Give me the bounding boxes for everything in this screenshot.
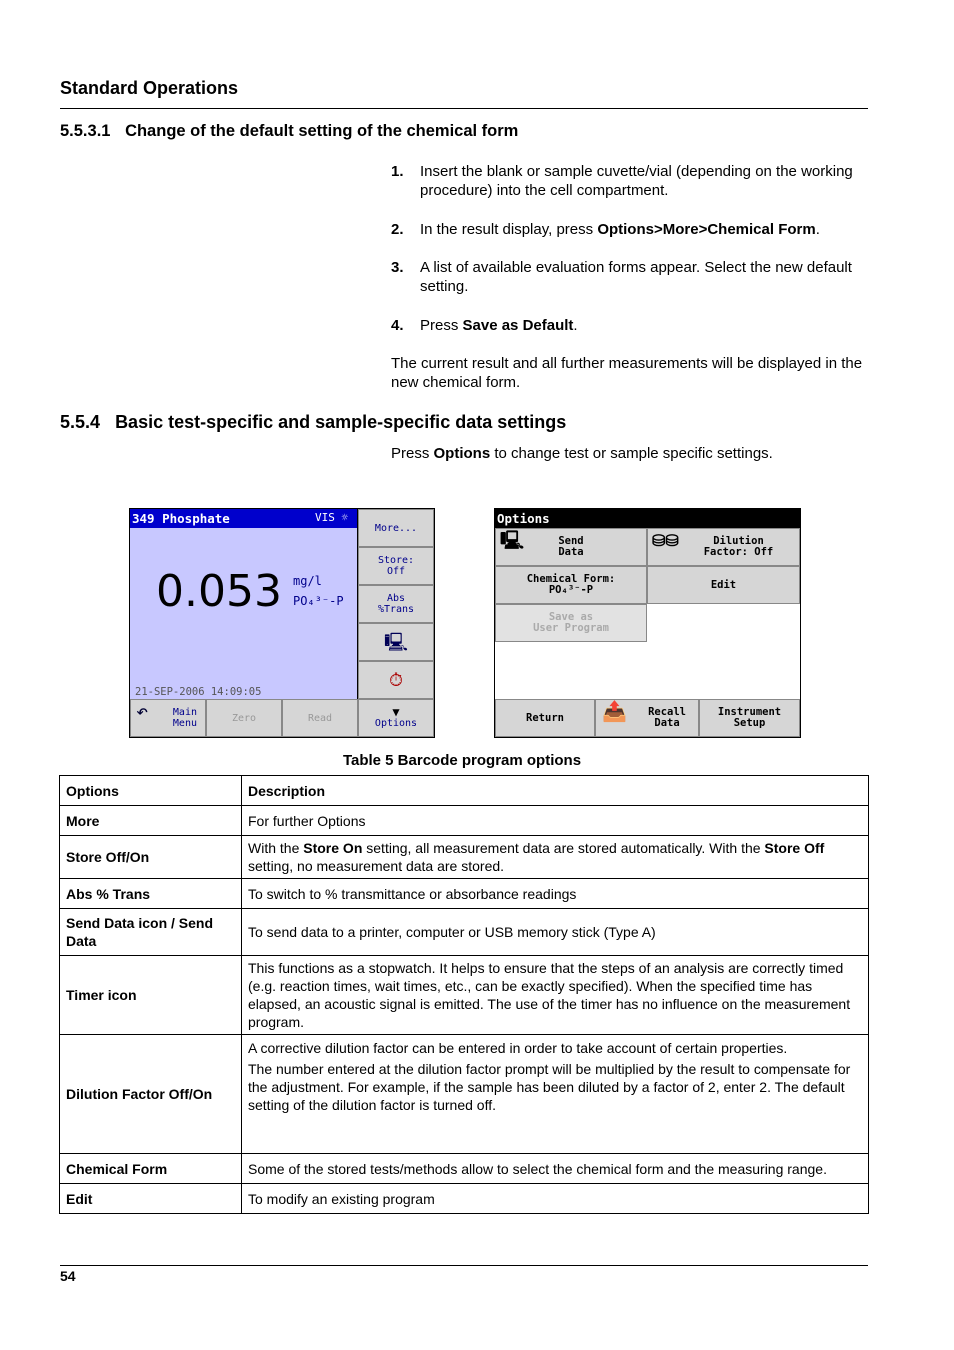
step-text: Press Save as Default. bbox=[420, 317, 578, 334]
dilution-icon: ⛁⛁ bbox=[652, 531, 679, 550]
options-title: Options bbox=[495, 509, 800, 528]
table-row bbox=[60, 909, 869, 956]
step-number: 4. bbox=[391, 317, 404, 334]
back-arrow-icon: ↶ bbox=[136, 699, 149, 723]
step-number: 3. bbox=[391, 259, 404, 276]
option-cell: More bbox=[60, 806, 242, 836]
triangle-down-icon: ▼ bbox=[392, 705, 400, 719]
step-text: In the result display, press Options>More>Chemical Form. bbox=[420, 221, 820, 238]
section-header: Standard Operations bbox=[60, 78, 239, 98]
subsection-title: Change of the default setting of the chemical form bbox=[125, 122, 519, 140]
option-cell: Chemical Form bbox=[60, 1154, 242, 1184]
subsection-heading-2 bbox=[60, 412, 566, 433]
result-screen bbox=[129, 508, 435, 738]
header-cell: Options bbox=[60, 776, 242, 806]
table-row bbox=[60, 1154, 869, 1184]
folder-export-icon: 📤 bbox=[602, 699, 627, 723]
header-cell: Description bbox=[242, 776, 869, 806]
read-button[interactable]: Read bbox=[282, 699, 358, 737]
table-row bbox=[60, 836, 869, 879]
main-menu-button[interactable]: ↶ Main Menu bbox=[130, 699, 206, 737]
table-caption: Table 5 Barcode program options bbox=[342, 752, 582, 769]
computer-icon: 🖳 bbox=[383, 631, 408, 653]
footer-rule bbox=[60, 1265, 868, 1266]
step-3 bbox=[391, 258, 867, 296]
description-cell: To switch to % transmittance or absorbance readings bbox=[242, 879, 869, 909]
chemical-form-button[interactable]: Chemical Form: PO₄³⁻-P bbox=[495, 566, 647, 604]
option-cell: Edit bbox=[60, 1184, 242, 1214]
description-cell: With the Store On setting, all measurement data are stored automatically. With the Store Off setting, no measurement data are stored. bbox=[242, 836, 869, 879]
send-data-button[interactable] bbox=[358, 623, 434, 661]
header-rule bbox=[60, 108, 868, 109]
result-value: 0.053 bbox=[156, 566, 282, 617]
option-cell: Store Off/On bbox=[60, 836, 242, 879]
subsection-heading-1 bbox=[60, 122, 518, 141]
page-number: 54 bbox=[60, 1268, 76, 1284]
more-button[interactable]: More... bbox=[358, 509, 434, 547]
step-2 bbox=[391, 220, 867, 239]
option-cell: Abs % Trans bbox=[60, 879, 242, 909]
vis-indicator: VIS ☼ bbox=[315, 511, 349, 524]
option-cell: Timer icon bbox=[60, 956, 242, 1035]
result-unit: mg/l bbox=[293, 574, 322, 588]
description-cell: This functions as a stopwatch. It helps to ensure that the steps of an analysis are correctly timed (e.g. reaction times, wait times, etc., can be exactly specified). When the specified time has elapsed, an acoustic signal is emitted. The use of the timer has no influence on the measurement program. bbox=[242, 956, 869, 1035]
table-row bbox=[60, 879, 869, 909]
return-button[interactable]: Return bbox=[495, 699, 595, 737]
stopwatch-icon: ⏱ bbox=[388, 669, 404, 691]
recall-data-button[interactable]: 📤 Recall Data bbox=[595, 699, 699, 737]
options-table bbox=[59, 775, 869, 1214]
options-button[interactable]: ▼ Options bbox=[358, 699, 434, 737]
description-cell: To modify an existing program bbox=[242, 1184, 869, 1214]
subsection-number: 5.5.4 bbox=[60, 412, 101, 432]
computer-icon: 🖳 bbox=[500, 530, 525, 551]
step-text: A list of available evaluation forms appear. Select the new default setting. bbox=[420, 259, 852, 295]
dilution-factor-button[interactable]: ⛁⛁ Dilution Factor: Off bbox=[647, 528, 800, 566]
program-title: 349 Phosphate bbox=[130, 509, 357, 528]
option-cell: Dilution Factor Off/On bbox=[60, 1035, 242, 1154]
description-cell: A corrective dilution factor can be entered in order to take account of certain properties. The number entered at the dilution factor prompt will be multiplied by the result to compensate for the adjustment. For example, if the sample has been diluted by a factor of 2, enter 2. The default setting of the dilution factor is turned off. bbox=[242, 1035, 869, 1154]
table-row bbox=[60, 1184, 869, 1214]
description-cell: For further Options bbox=[242, 806, 869, 836]
options-screen bbox=[494, 508, 801, 738]
step-number: 1. bbox=[391, 163, 404, 180]
send-data-button[interactable]: 🖳 Send Data bbox=[495, 528, 647, 566]
table-header-row bbox=[60, 776, 869, 806]
abs-trans-button[interactable]: Abs %Trans bbox=[358, 585, 434, 623]
step-4 bbox=[391, 316, 867, 335]
step-number: 2. bbox=[391, 221, 404, 238]
subsection-title: Basic test-specific and sample-specific data settings bbox=[115, 412, 567, 432]
save-user-program-button[interactable]: Save as User Program bbox=[495, 604, 647, 642]
instrument-setup-button[interactable]: Instrument Setup bbox=[699, 699, 800, 737]
lamp-icon: ☼ bbox=[341, 511, 349, 524]
step-text: Insert the blank or sample cuvette/vial (depending on the working procedure) into the cell compartment. bbox=[420, 163, 853, 199]
timer-button[interactable] bbox=[358, 661, 434, 699]
result-note: The current result and all further measurements will be displayed in the new chemical form. bbox=[391, 355, 863, 391]
store-button[interactable]: Store: Off bbox=[358, 547, 434, 585]
table-row bbox=[60, 1035, 869, 1154]
edit-button[interactable]: Edit bbox=[647, 566, 800, 604]
description-cell: Some of the stored tests/methods allow to select the chemical form and the measuring range. bbox=[242, 1154, 869, 1184]
timestamp: 21-SEP-2006 14:09:05 bbox=[135, 686, 262, 698]
result-area bbox=[130, 528, 357, 700]
subsection-number: 5.5.3.1 bbox=[60, 122, 111, 140]
chemical-form: PO₄³⁻-P bbox=[293, 594, 344, 608]
intro-text: Press Options to change test or sample specific settings. bbox=[391, 445, 773, 462]
description-cell: To send data to a printer, computer or USB memory stick (Type A) bbox=[242, 909, 869, 956]
option-cell: Send Data icon / Send Data bbox=[60, 909, 242, 956]
zero-button[interactable]: Zero bbox=[206, 699, 282, 737]
step-1 bbox=[391, 162, 867, 200]
table-row bbox=[60, 956, 869, 1035]
table-row bbox=[60, 806, 869, 836]
